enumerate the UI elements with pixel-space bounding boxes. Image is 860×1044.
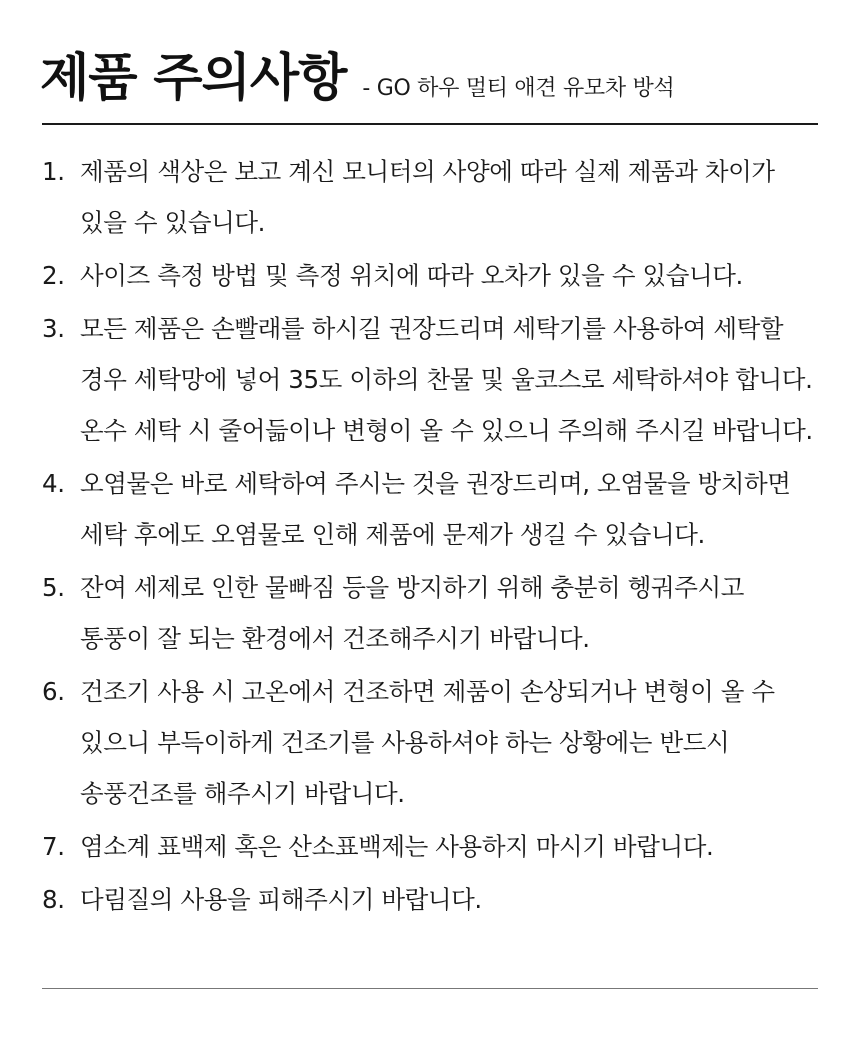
notice-number: 2. [42, 261, 65, 290]
notice-text: 잔여 세제로 인한 물빠짐 등을 방지하기 위해 충분히 헹궈주시고 통풍이 잘 되는 환경에서 건조해주시기 바랍니다. [80, 573, 745, 653]
notice-item-6 [42, 666, 818, 819]
notice-number: 5. [42, 573, 65, 602]
bottom-divider [42, 988, 818, 989]
notice-text: 모든 제품은 손빨래를 하시길 권장드리며 세탁기를 사용하여 세탁할 경우 세탁망에 넣어 35도 이하의 찬물 및 울코스로 세탁하셔야 합니다. 온수 세탁 시 줄어듦이나 변형이 올 수 있으니 주의해 주시길 바랍니다. [80, 314, 813, 445]
notice-number: 8. [42, 885, 65, 914]
notice-item-4 [42, 458, 818, 560]
notice-text: 사이즈 측정 방법 및 측정 위치에 따라 오차가 있을 수 있습니다. [80, 261, 743, 290]
notice-item-8 [42, 874, 818, 925]
product-subtitle: - GO 하우 멀티 애견 유모차 방석 [362, 76, 675, 101]
notice-number: 3. [42, 314, 65, 343]
notice-list [42, 146, 818, 927]
notice-text: 오염물은 바로 세탁하여 주시는 것을 권장드리며, 오염물을 방치하면 세탁 후에도 오염물로 인해 제품에 문제가 생길 수 있습니다. [80, 469, 791, 549]
notice-item-2 [42, 250, 818, 301]
notice-item-5 [42, 562, 818, 664]
notice-item-1 [42, 146, 818, 248]
notice-text: 다림질의 사용을 피해주시기 바랍니다. [80, 885, 482, 914]
header [40, 36, 674, 110]
notice-number: 1. [42, 157, 65, 186]
notice-text: 건조기 사용 시 고온에서 건조하면 제품이 손상되거나 변형이 올 수 있으니 부득이하게 건조기를 사용하셔야 하는 상황에는 반드시 송풍건조를 해주시기 바랍니다. [80, 677, 775, 808]
notice-number: 4. [42, 469, 65, 498]
notice-text: 제품의 색상은 보고 계신 모니터의 사양에 따라 실제 제품과 차이가 있을 수 있습니다. [80, 157, 775, 237]
page-title: 제품 주의사항 [40, 49, 347, 108]
notice-item-7 [42, 821, 818, 872]
notice-number: 6. [42, 677, 65, 706]
top-divider [42, 123, 818, 125]
notice-text: 염소계 표백제 혹은 산소표백제는 사용하지 마시기 바랍니다. [80, 832, 714, 861]
notice-number: 7. [42, 832, 65, 861]
notice-item-3 [42, 303, 818, 456]
